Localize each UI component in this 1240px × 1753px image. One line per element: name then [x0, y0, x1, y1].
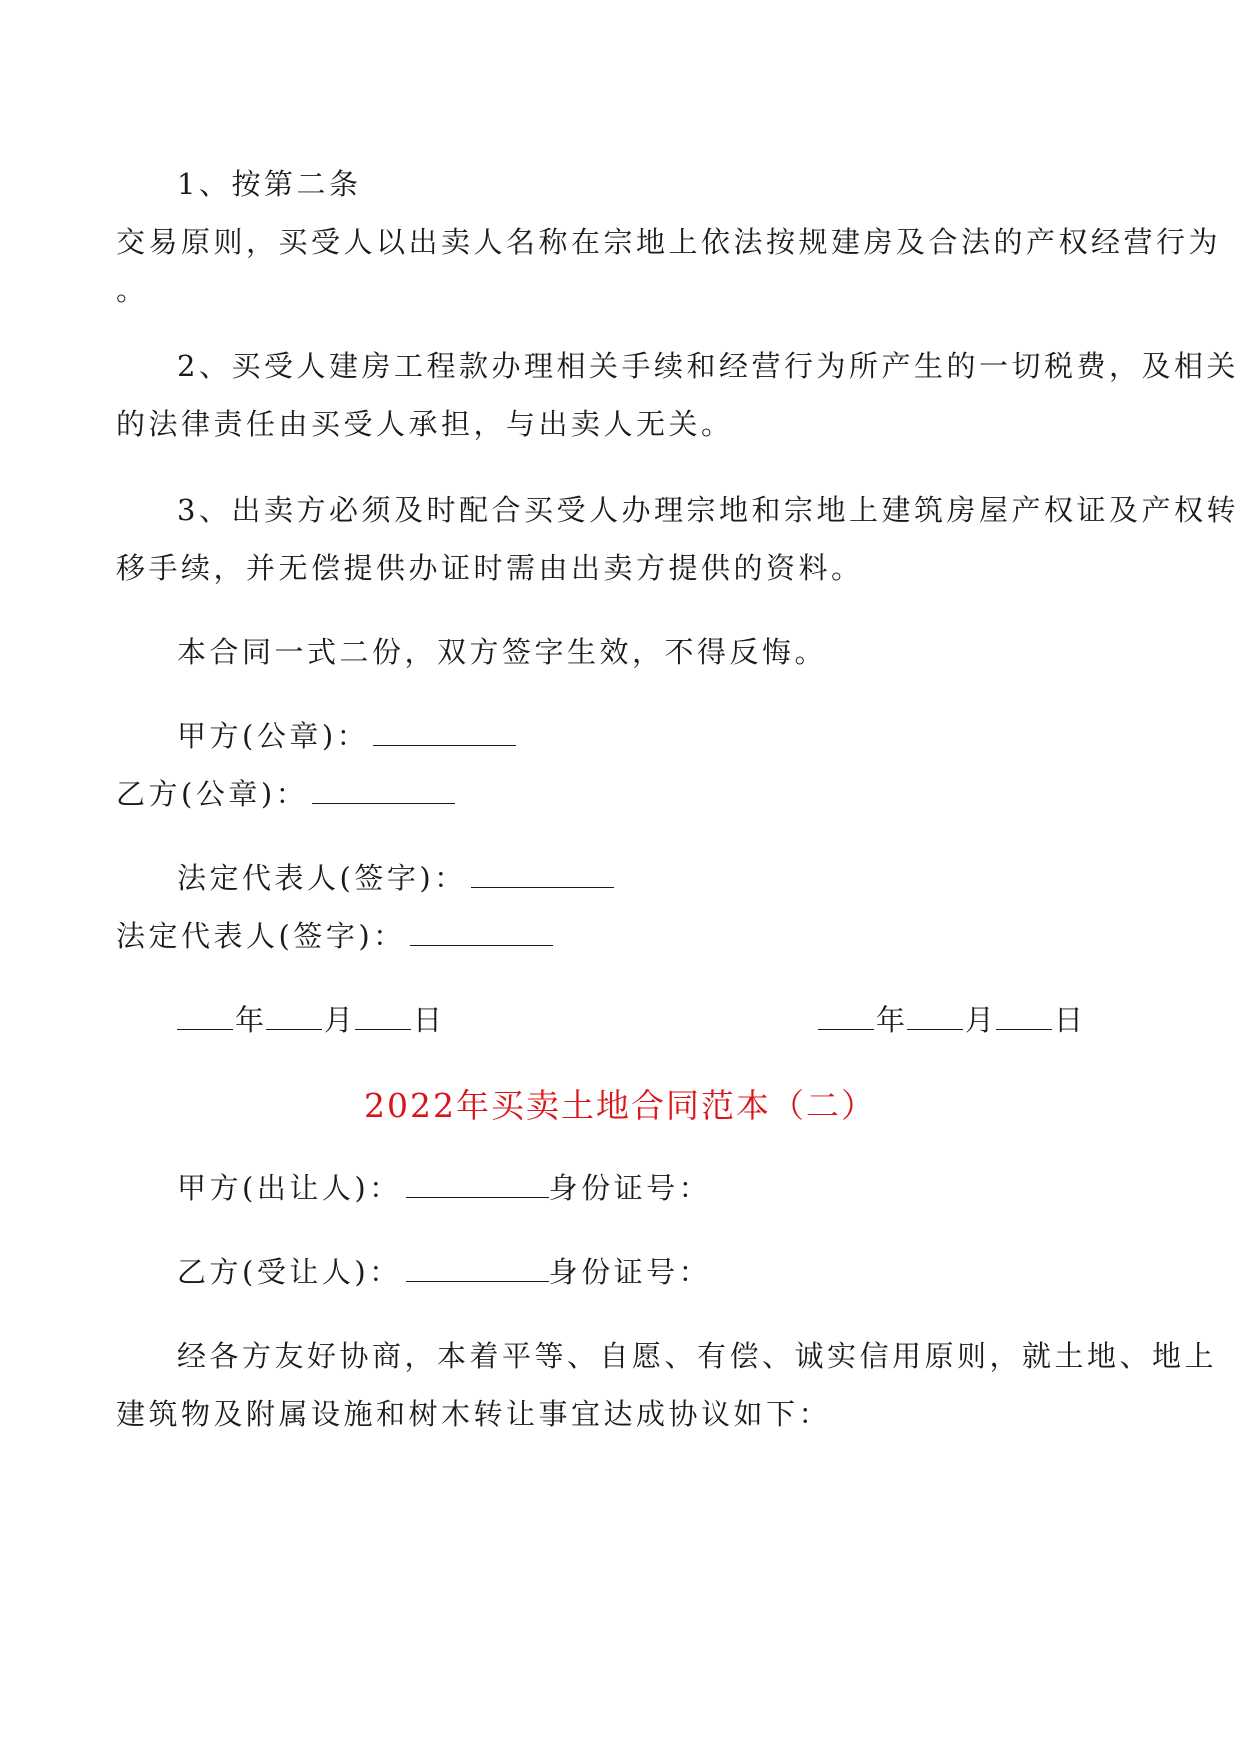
party-a-seal-line: [177, 716, 516, 756]
rep-b-sign-line: [116, 916, 553, 956]
year-blank[interactable]: [177, 1003, 233, 1030]
year-label: 年: [235, 1003, 265, 1037]
month-label: 月: [324, 1003, 354, 1037]
transferor-label: 甲方(出让人)：: [177, 1171, 402, 1205]
clause-3-text-cont: 移手续，并无偿提供办证时需由出卖方提供的资料。: [116, 551, 864, 585]
day-label: 日: [413, 1003, 443, 1037]
rep-b-sign-label: 法定代表人(签字)：: [116, 919, 406, 953]
party-b-seal-line: [116, 774, 455, 814]
date-line-right: [818, 1000, 1085, 1040]
month-blank[interactable]: [266, 1003, 322, 1030]
clause-2-text: 2、买受人建房工程款办理相关手续和经营行为所产生的一切税费，及相关: [177, 349, 1239, 383]
intro-text: 经各方友好协商，本着平等、自愿、有偿、诚实信用原则，就土地、地上: [177, 1339, 1218, 1373]
rep-a-sign-blank[interactable]: [471, 861, 614, 888]
party-b-seal-label: 乙方(公章)：: [116, 777, 309, 811]
transferor-id-label: 身份证号：: [548, 1171, 712, 1205]
intro-text-cont: 建筑物及附属设施和树木转让事宜达成协议如下：: [116, 1397, 832, 1431]
clause-2-text-cont: 的法律责任由买受人承担，与出卖人无关。: [116, 407, 734, 441]
transferee-blank[interactable]: [406, 1255, 549, 1282]
party-b-seal-blank[interactable]: [312, 777, 455, 804]
year-label: 年: [876, 1003, 906, 1037]
closing-statement: 本合同一式二份，双方签字生效，不得反悔。: [177, 635, 828, 669]
transferee-label: 乙方(受让人)：: [177, 1255, 402, 1289]
clause-1-text: 交易原则，买受人以出卖人名称在宗地上依法按规建房及合法的产权经营行为: [116, 225, 1222, 259]
day-blank[interactable]: [996, 1003, 1052, 1030]
rep-a-sign-line: [177, 858, 614, 898]
clause-1-heading: 1、按第二条: [177, 167, 362, 201]
day-label: 日: [1054, 1003, 1084, 1037]
transferee-id-label: 身份证号：: [548, 1255, 712, 1289]
clause-3-text: 3、出卖方必须及时配合买受人办理宗地和宗地上建筑房屋产权证及产权转: [177, 493, 1239, 527]
clause-1-text-end: 。: [116, 273, 149, 307]
party-a-seal-blank[interactable]: [373, 719, 516, 746]
transferee-line: [177, 1252, 711, 1292]
transferor-blank[interactable]: [406, 1171, 549, 1198]
month-label: 月: [965, 1003, 995, 1037]
party-a-seal-label: 甲方(公章)：: [177, 719, 370, 753]
contract-2-title: 2022年买卖土地合同范本（二）: [364, 1086, 876, 1125]
year-blank[interactable]: [818, 1003, 874, 1030]
rep-a-sign-label: 法定代表人(签字)：: [177, 861, 467, 895]
day-blank[interactable]: [355, 1003, 411, 1030]
date-line-left: [177, 1000, 444, 1040]
month-blank[interactable]: [907, 1003, 963, 1030]
rep-b-sign-blank[interactable]: [410, 919, 553, 946]
transferor-line: [177, 1168, 711, 1208]
